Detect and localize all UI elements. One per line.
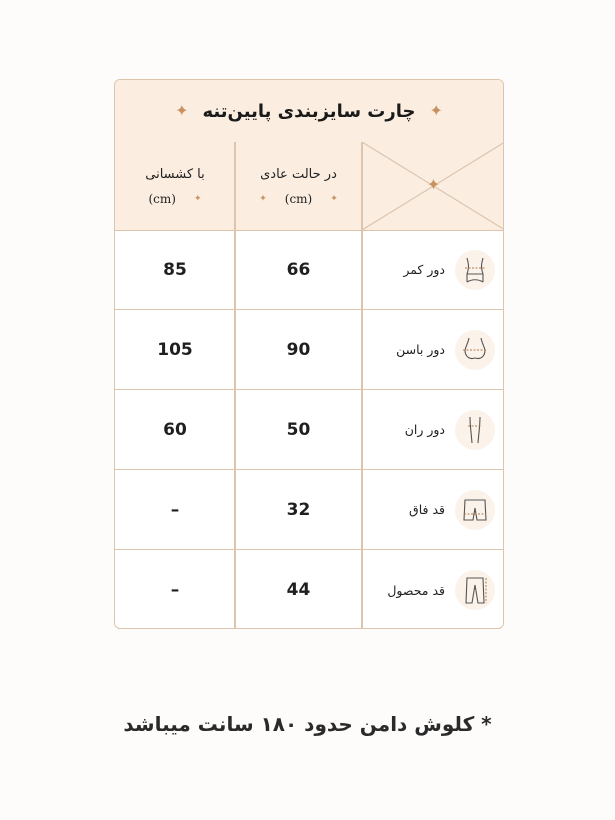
sparkle-icon: ✦ <box>259 193 267 204</box>
measurement-label: دور کمر <box>403 262 445 277</box>
table-row <box>115 390 503 470</box>
table-row <box>115 310 503 390</box>
measurement-cell <box>362 550 504 629</box>
diagonal-corner-cell <box>362 142 504 230</box>
header-stretch-label: با کشسانی <box>145 166 205 182</box>
header-stretch <box>115 142 235 230</box>
sparkle-icon: ✦ <box>426 175 441 194</box>
measurement-label: دور ران <box>404 422 445 437</box>
rise-icon <box>455 490 495 530</box>
normal-value: 90 <box>286 339 311 360</box>
waist-icon <box>455 250 495 290</box>
sparkle-icon: ✦ <box>330 193 338 204</box>
column-divider <box>361 142 363 628</box>
measurement-label: قد فاق <box>409 502 445 517</box>
measurement-cell <box>362 390 504 469</box>
stretch-value: – <box>170 499 180 520</box>
header-normal-unit: (cm) <box>284 191 313 206</box>
stretch-value: 60 <box>163 419 187 440</box>
stretch-value: 105 <box>157 339 193 360</box>
measurement-label: دور باسن <box>396 342 445 357</box>
thigh-icon <box>455 410 495 450</box>
normal-value: 50 <box>286 419 311 440</box>
column-divider <box>234 142 236 628</box>
measurement-cell <box>362 470 504 549</box>
normal-value: 32 <box>286 499 311 520</box>
sparkle-icon: ✦ <box>175 101 189 120</box>
measurement-label: قد محصول <box>387 582 445 598</box>
header-stretch-unit: (cm) <box>148 191 176 206</box>
header-normal <box>235 142 362 230</box>
normal-value: 66 <box>286 259 311 280</box>
table-row <box>115 230 503 310</box>
normal-value: 44 <box>286 580 311 600</box>
sparkle-icon: ✦ <box>193 193 202 204</box>
length-icon <box>455 570 495 610</box>
stretch-value: 85 <box>163 259 187 280</box>
sparkle-icon: ✦ <box>429 101 443 120</box>
size-chart-card <box>114 79 504 629</box>
measurement-cell <box>362 310 504 389</box>
chart-title-row <box>115 80 503 143</box>
measurement-cell <box>362 230 504 309</box>
chart-title: چارت سایزبندی پایین‌تنه <box>202 100 416 122</box>
table-row <box>115 470 503 550</box>
hip-icon <box>455 330 495 370</box>
header-normal-label: در حالت عادی <box>260 166 337 182</box>
table-row <box>115 550 503 629</box>
stretch-value: – <box>170 580 180 600</box>
footnote: * کلوش دامن حدود ۱۸۰ سانت میباشد <box>123 712 492 736</box>
